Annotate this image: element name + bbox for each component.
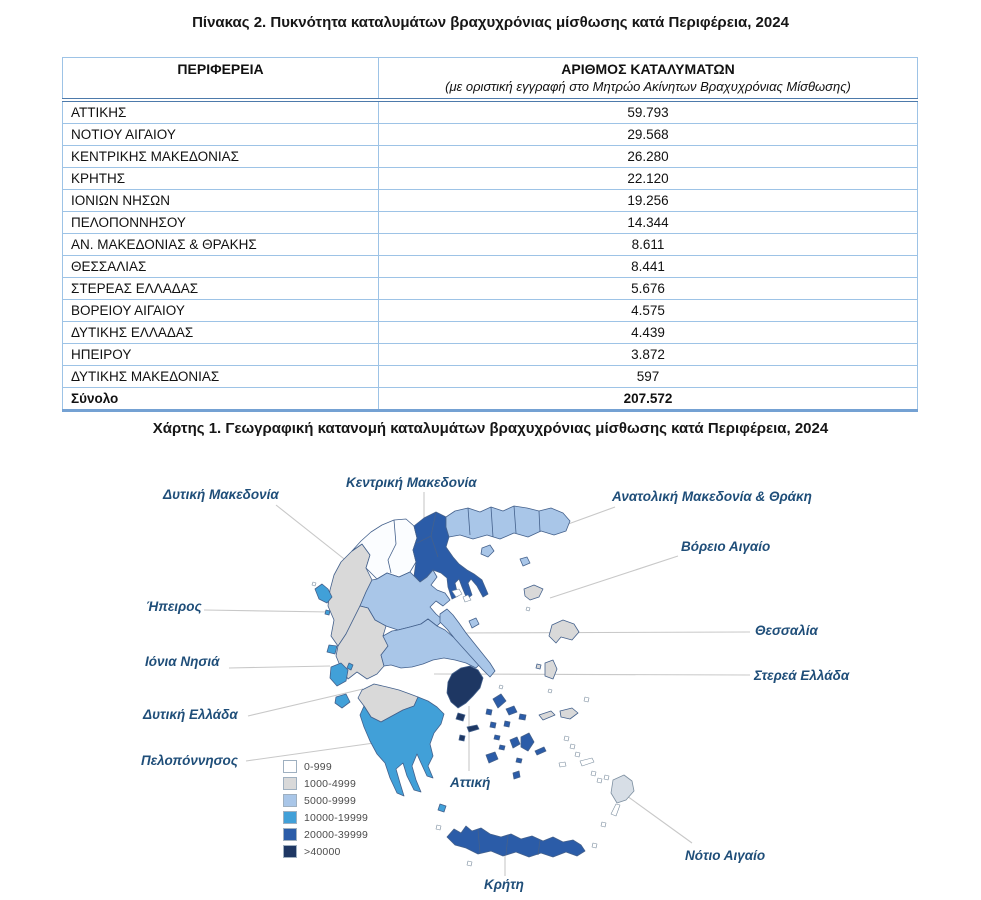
accommodations-table [62,57,918,412]
region-name-cell: ΚΕΝΤΡΙΚΗΣ ΜΑΚΕΔΟΝΙΑΣ [63,146,379,168]
header-region: ΠΕΡΙΦΕΡΕΙΑ [63,58,379,101]
region-name-cell: ΙΟΝΙΩΝ ΝΗΣΩΝ [63,190,379,212]
island-dodecanese [559,736,620,827]
island-saronic [456,713,479,741]
legend-label: 20000-39999 [304,828,369,841]
table-row [63,366,918,388]
map-label-sterea-ellada: Στερεά Ελλάδα [754,668,850,683]
region-value-cell: 26.280 [379,146,918,168]
island-paxi [325,610,330,615]
map-label-peloponnisos: Πελοπόννησος [141,753,238,768]
island-chios [545,660,557,679]
table-row [63,344,918,366]
legend-label: 10000-19999 [304,811,369,824]
leader-thessalia [447,632,750,633]
island-samos [560,708,578,719]
region-value-cell: 14.344 [379,212,918,234]
island-skyros [469,618,479,628]
leader-notio-aigaio [627,796,692,843]
island-zakynthos [335,694,350,708]
legend-swatch [283,828,297,841]
region-name-cell: ΑΤΤΙΚΗΣ [63,100,379,124]
region-name-cell: ΘΕΣΣΑΛΙΑΣ [63,256,379,278]
region-value-cell: 8.611 [379,234,918,256]
region-name-cell: ΒΟΡΕΙΟΥ ΑΙΓΑΙΟΥ [63,300,379,322]
island-kythira [438,804,446,812]
table-row [63,322,918,344]
region-value-cell: 597 [379,366,918,388]
region-value-cell: 4.439 [379,322,918,344]
legend-item [283,792,368,809]
table-row [63,100,918,124]
table-row [63,168,918,190]
legend-swatch [283,794,297,807]
table-row [63,256,918,278]
map-label-kentriki-makedonia: Κεντρική Μακεδονία [346,475,477,490]
legend-item [283,826,368,843]
legend-label: 0-999 [304,760,332,773]
region-crete [447,826,585,857]
region-name-cell: ΑΝ. ΜΑΚΕΔΟΝΙΑΣ & ΘΡΑΚΗΣ [63,234,379,256]
map-label-dytiki-makedonia: Δυτική Μακεδονία [163,487,279,502]
island-samothraki [520,557,530,566]
region-name-cell: ΝΟΤΙΟΥ ΑΙΓΑΙΟΥ [63,124,379,146]
legend-label: >40000 [304,845,341,858]
table-row [63,146,918,168]
map-label-attiki: Αττική [450,775,491,790]
island-cyclades [486,694,546,779]
table-row [63,300,918,322]
region-name-cell: ΗΠΕΙΡΟΥ [63,344,379,366]
island-lemnos [524,585,543,600]
total-value-cell: 207.572 [379,388,918,411]
legend-label: 5000-9999 [304,794,357,807]
region-value-cell: 4.575 [379,300,918,322]
region-value-cell: 29.568 [379,124,918,146]
map-label-thessalia: Θεσσαλία [755,623,818,638]
region-value-cell: 3.872 [379,344,918,366]
island-thasos [481,545,494,557]
map-label-dytiki-ellada: Δυτική Ελλάδα [143,707,238,722]
legend-swatch [283,760,297,773]
total-label-cell: Σύνολο [63,388,379,411]
legend-swatch [283,811,297,824]
region-value-cell: 59.793 [379,100,918,124]
leader-ipeiros [204,610,330,612]
table-total-row [63,388,918,411]
header-count-note: (με οριστική εγγραφή στο Μητρώο Ακίνητων Βραχυχρόνιας Μίσθωσης) [445,79,851,94]
region-value-cell: 8.441 [379,256,918,278]
island-lefkada [327,645,337,654]
region-name-cell: ΔΥΤΙΚΗΣ ΕΛΛΑΔΑΣ [63,322,379,344]
region-name-cell: ΔΥΤΙΚΗΣ ΜΑΚΕΔΟΝΙΑΣ [63,366,379,388]
table-row [63,212,918,234]
map-label-notio-aigaio: Νότιο Αιγαίο [685,848,766,863]
island-corfu [315,584,332,603]
map-title: Χάρτης 1. Γεωγραφική κατανομή καταλυμάτων βραχυχρόνιας μίσθωσης κατά Περιφέρεια, 2024 [152,420,829,437]
table-row [63,124,918,146]
table-header-row [63,58,918,101]
legend-item [283,758,368,775]
island-lesbos [549,620,579,643]
table-row [63,234,918,256]
map-label-kriti: Κρήτη [484,877,524,892]
table-row [63,278,918,300]
leader-ionia-nisia [229,666,330,668]
region-value-cell: 5.676 [379,278,918,300]
legend-swatch [283,845,297,858]
map-label-ionia-nisia: Ιόνια Νησιά [145,654,220,669]
region-east-macedonia-thrace [446,506,570,539]
table-row [63,190,918,212]
region-value-cell: 19.256 [379,190,918,212]
region-name-cell: ΚΡΗΤΗΣ [63,168,379,190]
table-title: Πίνακας 2. Πυκνότητα καταλυμάτων βραχυχρόνιας μίσθωσης κατά Περιφέρεια, 2024 [192,14,789,31]
map-label-voreio-aigaio: Βόρειο Αιγαίο [681,539,771,554]
island-ikaria [539,711,555,720]
island-psara [536,664,541,669]
legend-item [283,809,368,826]
legend-item [283,843,368,860]
map-label-ipeiros: Ήπειρος [146,599,202,614]
header-count-title: ΑΡΙΘΜΟΣ ΚΑΤΑΛΥΜΑΤΩΝ [561,61,735,77]
region-name-cell: ΣΤΕΡΕΑΣ ΕΛΛΑΔΑΣ [63,278,379,300]
legend-label: 1000-4999 [304,777,357,790]
leader-dytiki-makedonia [276,505,348,562]
leader-voreio-aigaio [550,556,678,598]
legend-item [283,775,368,792]
map-label-anatoliki-makedonia-thraki: Ανατολική Μακεδονία & Θράκη [612,489,812,504]
legend-swatch [283,777,297,790]
region-name-cell: ΠΕΛΟΠΟΝΝΗΣΟΥ [63,212,379,234]
header-count [379,58,918,101]
region-attica [447,666,483,708]
region-value-cell: 22.120 [379,168,918,190]
map-legend [283,758,368,860]
